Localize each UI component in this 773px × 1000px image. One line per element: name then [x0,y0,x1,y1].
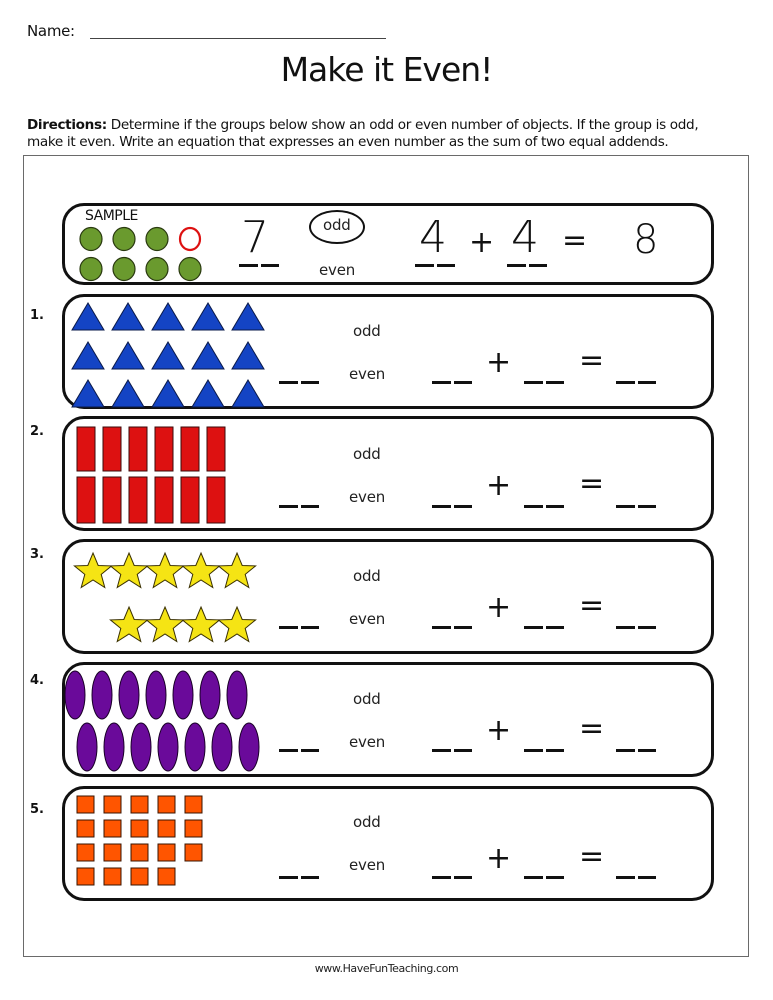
choice-odd[interactable]: odd [353,690,381,708]
name-label: Name: [27,22,75,40]
problem-box-4 [62,662,714,777]
sample-sum: 8 [633,217,659,263]
directions-text-line2: make it even. Write an equation that expresses an even number as the sum of two equal addends. [27,134,669,150]
squares-icon [77,796,227,896]
addend2-blank[interactable] [524,505,564,508]
sample-label: SAMPLE [85,208,138,224]
problem-box-2 [62,416,714,531]
equals-sign: = [579,588,605,623]
addend1-blank[interactable] [432,626,472,629]
plus-sign: + [486,841,512,876]
directions-text-line1: Determine if the groups below show an odd or even number of objects. If the group is odd, [106,117,699,133]
sample-addend2: 4 [511,212,539,263]
problem-box-3 [62,539,714,654]
choice-even[interactable]: even [349,365,386,383]
sample-addend1-blank [415,264,455,267]
equals-sign: = [579,466,605,501]
sum-blank[interactable] [616,876,656,879]
name-input-line[interactable] [90,38,386,39]
count-blank[interactable] [279,749,319,752]
count-blank[interactable] [279,505,319,508]
addend2-blank[interactable] [524,749,564,752]
addend2-blank[interactable] [524,626,564,629]
equals-sign: = [579,839,605,874]
sample-choice-even: even [319,261,356,279]
directions-label: Directions: [27,117,107,133]
choice-odd[interactable]: odd [353,322,381,340]
plus-sign: + [486,345,512,380]
choice-odd[interactable]: odd [353,813,381,831]
equals-sign: = [579,711,605,746]
addend1-blank[interactable] [432,381,472,384]
choice-even[interactable]: even [349,733,386,751]
count-blank[interactable] [279,626,319,629]
choice-odd[interactable]: odd [353,567,381,585]
rectangles-icon [77,427,247,527]
ovals-icon [65,670,265,780]
addend2-blank[interactable] [524,876,564,879]
addend2-blank[interactable] [524,381,564,384]
problem-number-4: 4. [30,673,44,688]
addend1-blank[interactable] [432,505,472,508]
problem-box-5 [62,786,714,901]
addend1-blank[interactable] [432,749,472,752]
sample-count-blank [239,264,279,267]
count-blank[interactable] [279,381,319,384]
sum-blank[interactable] [616,381,656,384]
footer-website: www.HaveFunTeaching.com [314,962,459,975]
addend1-blank[interactable] [432,876,472,879]
sample-count: 7 [241,212,269,263]
sample-equals: = [562,223,588,258]
sample-addend1: 4 [419,212,447,263]
page-title: Make it Even! [280,50,493,89]
choice-even[interactable]: even [349,488,386,506]
count-blank[interactable] [279,876,319,879]
equals-sign: = [579,343,605,378]
sample-choice-odd: odd [323,216,351,234]
plus-sign: + [486,713,512,748]
sum-blank[interactable] [616,505,656,508]
problem-number-5: 5. [30,802,44,817]
problem-box-1 [62,294,714,409]
sample-box [62,203,714,285]
choice-odd[interactable]: odd [353,445,381,463]
sample-plus: + [469,225,495,260]
sample-circles-icon [77,226,237,286]
sum-blank[interactable] [616,749,656,752]
choice-even[interactable]: even [349,610,386,628]
sample-addend2-blank [507,264,547,267]
triangles-icon [69,300,279,410]
stars-icon [71,550,271,660]
problem-number-2: 2. [30,424,44,439]
problem-number-3: 3. [30,547,44,562]
sum-blank[interactable] [616,626,656,629]
directions [27,117,747,151]
problem-number-1: 1. [30,308,44,323]
plus-sign: + [486,468,512,503]
plus-sign: + [486,590,512,625]
choice-even[interactable]: even [349,856,386,874]
